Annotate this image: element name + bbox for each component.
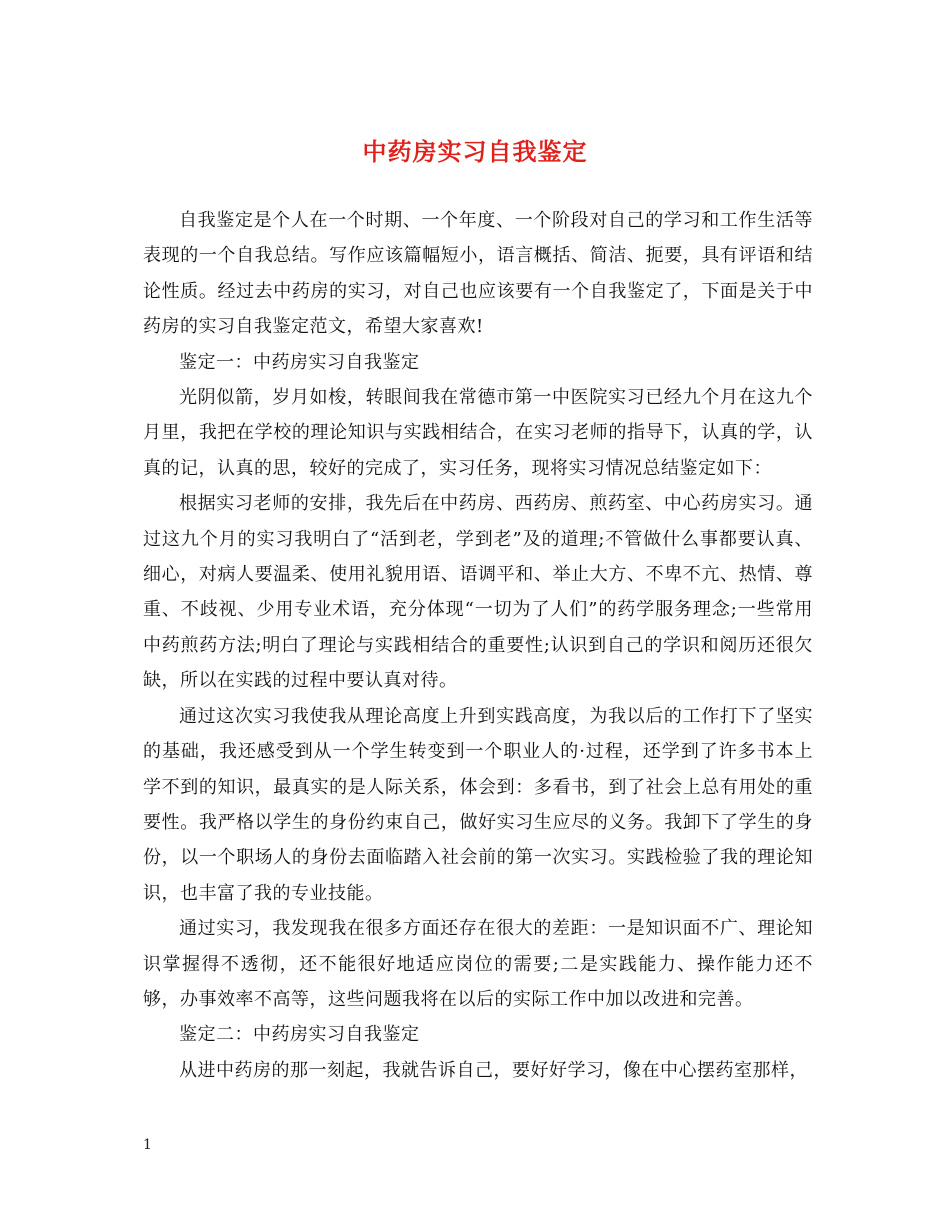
body-paragraph: 通过实习，我发现我在很多方面还存在很大的差距：一是知识面不广、理论知识掌握得不透彻，还不能很好地适应岗位的需要;二是实践能力、操作能力还不够，办事效率不高等，这些问题我将在以后的实际工作中加以改进和完善。 [143,918,813,1010]
section-heading-2: 鉴定二：中药房实习自我鉴定 [179,1024,420,1046]
document-body [143,203,813,1088]
body-paragraph: 光阴似箭，岁月如梭，转眼间我在常德市第一中医院实习已经九个月在这九个月里，我把在学校的理论知识与实践相结合，在实习老师的指导下，认真的学，认真的记，认真的思，较好的完成了，实习任务，现将实习情况总结鉴定如下： [143,387,813,479]
intro-paragraph: 自我鉴定是个人在一个时期、一个年度、一个阶段对自己的学习和工作生活等表现的一个自我总结。写作应该篇幅短小，语言概括、简洁、扼要，具有评语和结论性质。经过去中药房的实习，对自己也应该要有一个自我鉴定了，下面是关于中药房的实习自我鉴定范文，希望大家喜欢! [143,210,813,338]
page-number: 1 [143,1137,152,1153]
section-heading-1: 鉴定一：中药房实习自我鉴定 [179,351,420,373]
body-paragraph: 从进中药房的那一刻起，我就告诉自己，要好好学习，像在中心摆药室那样， [179,1059,808,1081]
document-title: 中药房实习自我鉴定 [362,137,588,166]
body-paragraph: 通过这次实习我使我从理论高度上升到实践高度，为我以后的工作打下了坚实的基础，我还感受到从一个学生转变到一个职业人的·过程，还学到了许多书本上学不到的知识，最真实的是人际关系，体会到：多看书，到了社会上总有用处的重要性。我严格以学生的身份约束自己，做好实习生应尽的义务。我卸下了学生的身份，以一个职场人的身份去面临踏入社会前的第一次实习。实践检验了我的理论知识，也丰富了我的专业技能。 [143,705,813,904]
body-paragraph: 根据实习老师的安排，我先后在中药房、西药房、煎药室、中心药房实习。通过这九个月的实习我明白了“活到老，学到老”及的道理;不管做什么事都要认真、细心，对病人要温柔、使用礼貌用语、语调平和、举止大方、不卑不亢、热情、尊重、不歧视、少用专业术语，充分体现“一切为了人们”的药学服务理念;一些常用中药煎药方法;明白了理论与实践相结合的重要性;认识到自己的学识和阅历还很欠缺，所以在实践的过程中要认真对待。 [143,493,813,692]
